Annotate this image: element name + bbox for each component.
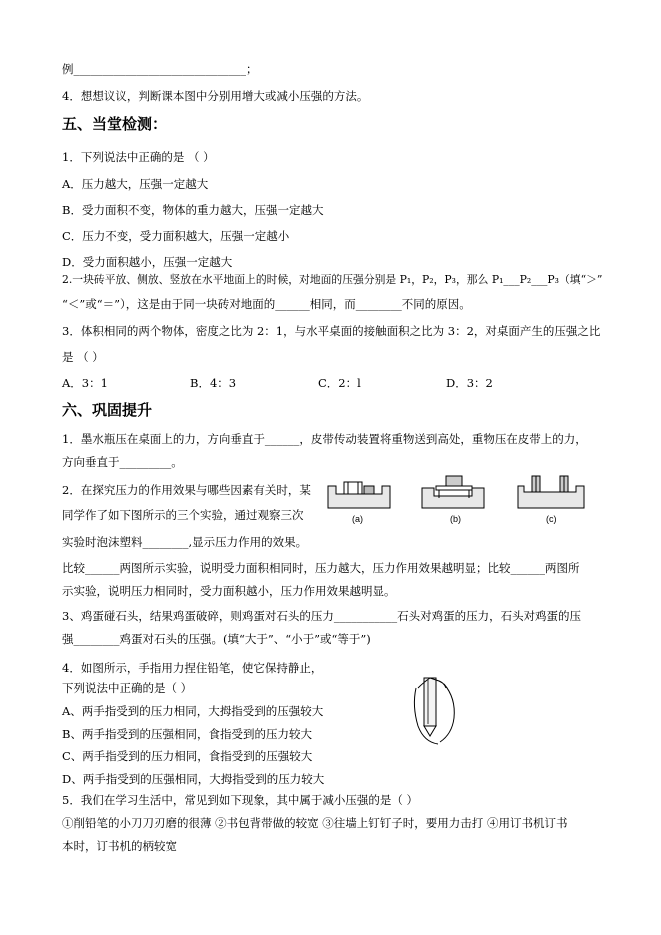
figure-label-c: (c)	[546, 514, 557, 524]
figure-label-b: (b)	[450, 514, 461, 524]
q3-option-d: D．3：2	[446, 376, 493, 390]
q3-line2: 是 （ ）	[62, 350, 104, 364]
p2-line2: 同学作了如下图所示的三个实验，通过观察三次	[62, 508, 304, 522]
figure-b	[422, 476, 484, 508]
figure-a	[328, 482, 390, 508]
q3-options	[62, 375, 493, 391]
figure-label-a: (a)	[352, 514, 363, 524]
p4-option-c: C、两手指受到的压力相同，食指受到的压强较大	[62, 749, 313, 763]
foam-experiment-figure	[322, 468, 592, 528]
q1-option-b: B．受力面积不变，物体的重力越大，压强一定越大	[62, 203, 324, 217]
p1-line2: 方向垂直于_________。	[62, 455, 183, 469]
p2-line4: 比较______两图所示实验，说明受力面积相同时，压力越大，压力作用效果越明显；比较______两图所	[62, 561, 580, 575]
q3-option-c: C．2：l	[318, 376, 361, 390]
section-heading-5: 五、当堂检测：	[62, 115, 168, 133]
p3-line1: 3、鸡蛋碰石头，结果鸡蛋破碎，则鸡蛋对石头的压力___________石头对鸡蛋的压力，石头对鸡蛋的压	[62, 609, 582, 623]
p2-line3: 实验时泡沫塑料________,显示压力作用的效果。	[62, 535, 308, 549]
q3-option-a: A．3：1	[62, 376, 108, 390]
p5-line1: 5．我们在学习生活中，常见到如下现象，其中属于减小压强的是（ ）	[62, 793, 418, 807]
p3-line2: 强________鸡蛋对石头的压强。(填“大于”、“小于”或“等于”)	[62, 632, 371, 646]
p4-option-d: D、两手指受到的压强相同，大拇指受到的压力较大	[62, 772, 325, 786]
p4-option-a: A、两手指受到的压力相同，大拇指受到的压强较大	[62, 704, 324, 718]
q3-option-b: B．4：3	[190, 376, 237, 390]
p5-line3: 本时，订书机的柄较宽	[62, 839, 177, 853]
q1-option-c: C．压力不变，受力面积越大，压强一定越小	[62, 229, 290, 243]
q1-stem: 1．下列说法中正确的是 （ ）	[62, 150, 215, 164]
p5-line2: ①削铅笔的小刀刀刃磨的很薄 ②书包背带做的较宽 ③往墙上钉钉子时，要用力击打 ④用订书机订书	[62, 816, 568, 830]
p4-line1: 4．如图所示，手指用力捏住铅笔，使它保持静止，	[62, 661, 323, 675]
pencil-fingers-figure	[404, 666, 464, 746]
p4-line2: 下列说法中正确的是（ ）	[62, 681, 193, 695]
q1-option-a: A．压力越大，压强一定越大	[62, 177, 209, 191]
q2-line2: “＜”或“＝”），这是由于同一块砖对地面的______相同，而________不同的原因。	[62, 297, 471, 311]
q3-line1: 3．体积相同的两个物体，密度之比为 2：1，与水平桌面的接触面积之比为 3：2，对桌面产生的压强之比	[62, 324, 601, 338]
p4-option-b: B、两手指受到的压强相同，食指受到的压力较大	[62, 727, 312, 741]
line-example: 例______________________________；	[62, 62, 258, 76]
section-heading-6: 六、巩固提升	[62, 401, 153, 419]
figure-c	[518, 476, 584, 508]
q2-line1: 2.一块砖平放、侧放、竖放在水平地面上的时候，对地面的压强分别是 P₁，P₂，P₃，那么 P₁___P₂___P₃（填“＞”	[62, 273, 603, 286]
q1-option-d: D．受力面积越小，压强一定越大	[62, 255, 233, 269]
p2-line1: 2．在探究压力的作用效果与哪些因素有关时，某	[62, 483, 311, 497]
p2-line5: 示实验，说明压力相同时，受力面积越小，压力作用效果越明显。	[62, 584, 396, 598]
p1-line1: 1．墨水瓶压在桌面上的力，方向垂直于______，皮带传动装置将重物送到高处，重物压在皮带上的力，	[62, 432, 587, 446]
line-think: 4．想想议议，判断课本图中分别用增大或减小压强的方法。	[62, 89, 369, 103]
